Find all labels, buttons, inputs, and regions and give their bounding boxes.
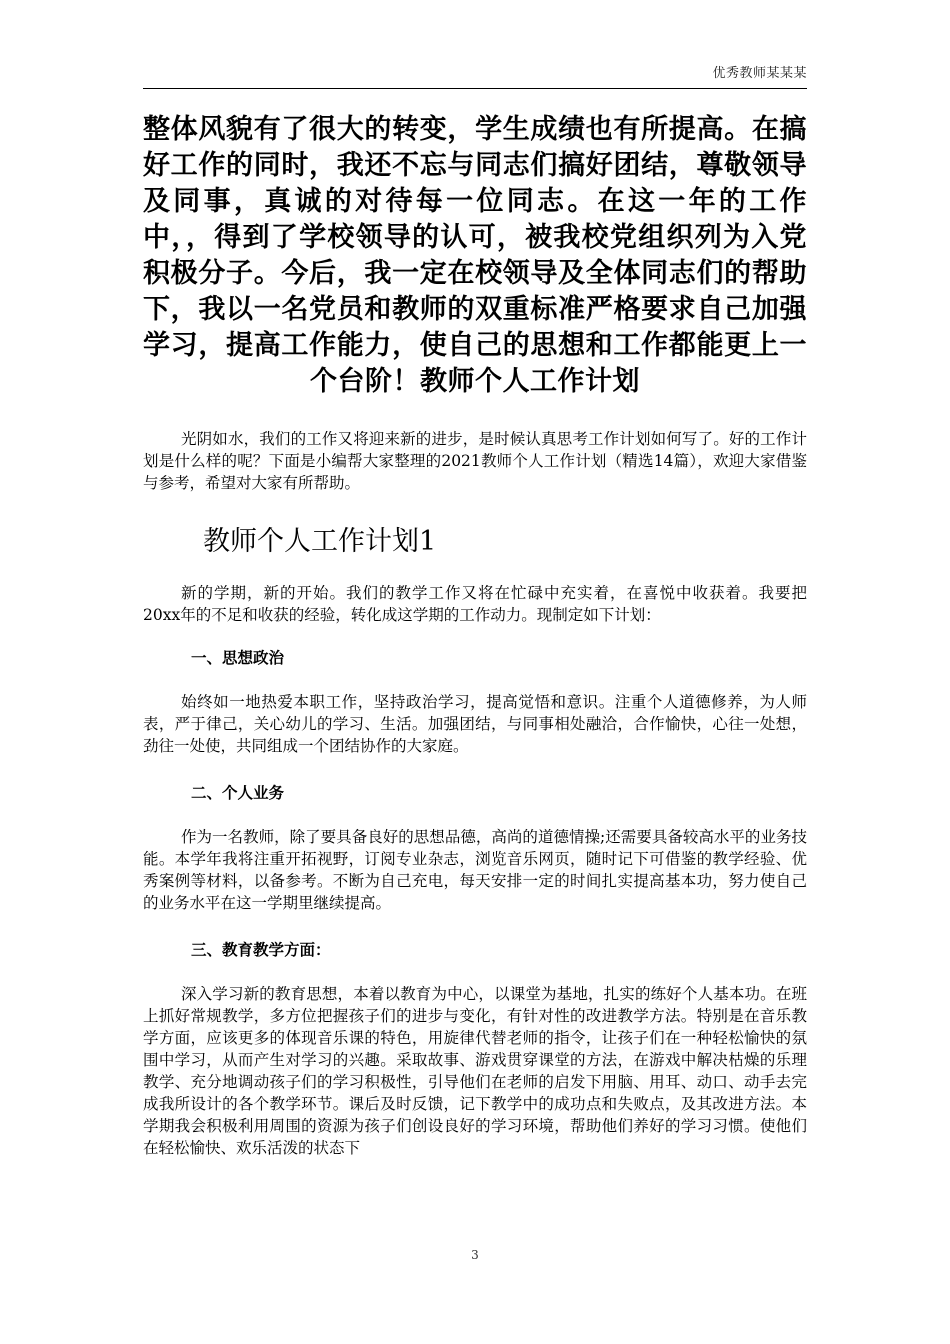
page-header	[143, 54, 807, 89]
page-number: 3	[471, 1248, 479, 1262]
paragraph-personal-skills: 作为一名教师，除了要具备良好的思想品德，高尚的道德情操;还需要具备较高水平的业务技能。本学年我将注重开拓视野，订阅专业杂志，浏览音乐网页，随时记下可借鉴的教学经验、优秀案例等材料，以备参考。不断为自己充电，每天安排一定的时间扎实提高基本功，努力使自己的业务水平在这一学期里继续提高。	[143, 828, 807, 912]
header-author-label: 优秀教师某某某	[712, 66, 807, 81]
paragraph-teaching: 深入学习新的教育思想，本着以教育为中心，以课堂为基地，扎实的练好个人基本功。在班上抓好常规教学，多方位把握孩子们的进步与变化，有针对性的改进教学方法。特别是在音乐教学方面，应该更多的体现音乐课的特色，用旋律代替老师的指令，让孩子们在一种轻松愉快的氛围中学习，从而产生对学习的兴趣。采取故事、游戏贯穿课堂的方法，在游戏中解决枯燥的乐理教学、充分地调动孩子们的学习积极性，引导他们在老师的启发下用脑、用耳、动口、动手去完成我所设计的各个教学环节。课后及时反馈，记下教学中的成功点和失败点，及其改进方法。本学期我会积极利用周围的资源为孩子们创设良好的学习环境，帮助他们养好的学习习惯。使他们在轻松愉快、欢乐活泼的状态下	[143, 985, 807, 1157]
heading-continuation: 整体风貌有了很大的转变，学生成绩也有所提高。在搞好工作的同时，我还不忘与同志们搞好团结，尊敬领导及同事，真诚的对待每一位同志。在这一年的工作中，，得到了学校领导的认可，被我校党组织列为入党积极分子。今后，我一定在校领导及全体同志们的帮助下，我以一名党员和教师的双重标准严格要求自己加强学习，提高工作能力，使自己的思想和工作都能更上一个台阶！教师个人工作计划	[143, 114, 807, 397]
paragraph-political-thought: 始终如一地热爱本职工作，坚持政治学习，提高觉悟和意识。注重个人道德修养，为人师表，严于律己，关心幼儿的学习、生活。加强团结，与同事相处融洽，合作愉快，心往一处想，劲往一处使，共同组成一个团结协作的大家庭。	[143, 693, 807, 755]
subheading-personal-skills: 二、个人业务	[191, 784, 285, 802]
section-title: 教师个人工作计划1	[203, 526, 437, 557]
document-body	[143, 112, 807, 1159]
subheading-political-thought: 一、思想政治	[191, 649, 285, 667]
subheading-teaching: 三、教育教学方面：	[191, 941, 331, 959]
section-opening-paragraph: 新的学期，新的开始。我们的教学工作又将在忙碌中充实着，在喜悦中收获着。我要把20xx年的不足和收获的经验，转化成这学期的工作动力。现制定如下计划：	[143, 584, 807, 624]
intro-paragraph: 光阴如水，我们的工作又将迎来新的进步，是时候认真思考工作计划如何写了。好的工作计划是什么样的呢？下面是小编帮大家整理的2021教师个人工作计划（精选14篇），欢迎大家借鉴与参考，希望对大家有所帮助。	[143, 430, 807, 492]
